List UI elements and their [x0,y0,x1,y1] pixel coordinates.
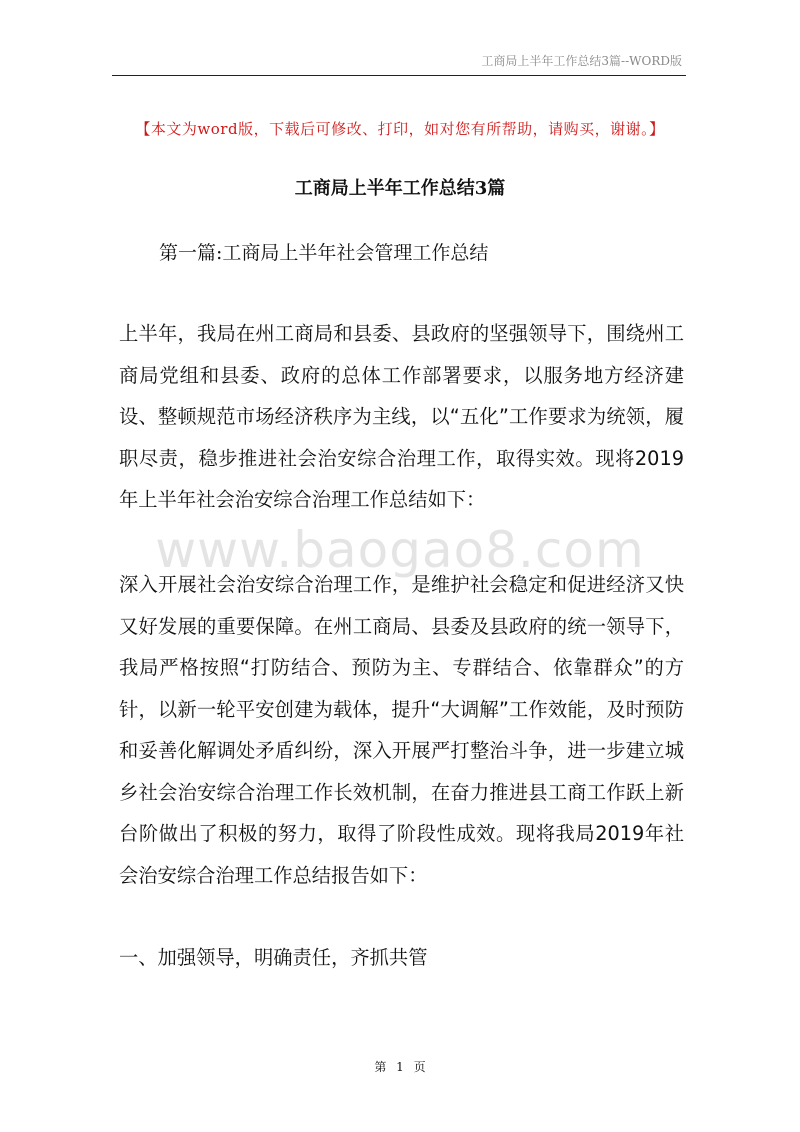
section-heading-1: 一、加强领导，明确责任，齐抓共管 [119,946,428,969]
paragraph-body: 深入开展社会治安综合治理工作，是维护社会稳定和促进经济又快又好发展的重要保障。在州工商局、县委及县政府的统一领导下，我局严格按照“打防结合、预防为主、专群结合、依靠群众”的方针，以新一轮平安创建为载体，提升“大调解”工作效能，及时预防和妥善化解调处矛盾纠纷，深入开展严打整治斗争，进一步建立城乡社会治安综合治理工作长效机制，在奋力推进县工商工作跃上新台阶做出了积极的努力，取得了阶段性成效。现将我局2019年社会治安综合治理工作总结报告如下： [119,573,684,887]
paragraph-intro: 上半年，我局在州工商局和县委、县政府的坚强领导下，围绕州工商局党组和县委、政府的总体工作部署要求，以服务地方经济建设、整顿规范市场经济秩序为主线，以“五化”工作要求为统领，履职尽责，稳步推进社会治安综合治理工作，取得实效。现将2019年上半年社会治安综合治理工作总结如下： [119,322,684,511]
header-divider [112,75,686,76]
running-header: 工商局上半年工作总结3篇--WORD版 [481,54,682,68]
purchase-notice: 【本文为word版，下载后可修改、打印，如对您有所帮助，请购买，谢谢。】 [135,120,665,138]
chapter-subtitle: 第一篇:工商局上半年社会管理工作总结 [159,242,489,264]
document-title: 工商局上半年工作总结3篇 [294,178,506,199]
page-number: 第 1 页 [374,1060,426,1074]
site-watermark: www.baogao8.com [155,521,645,579]
